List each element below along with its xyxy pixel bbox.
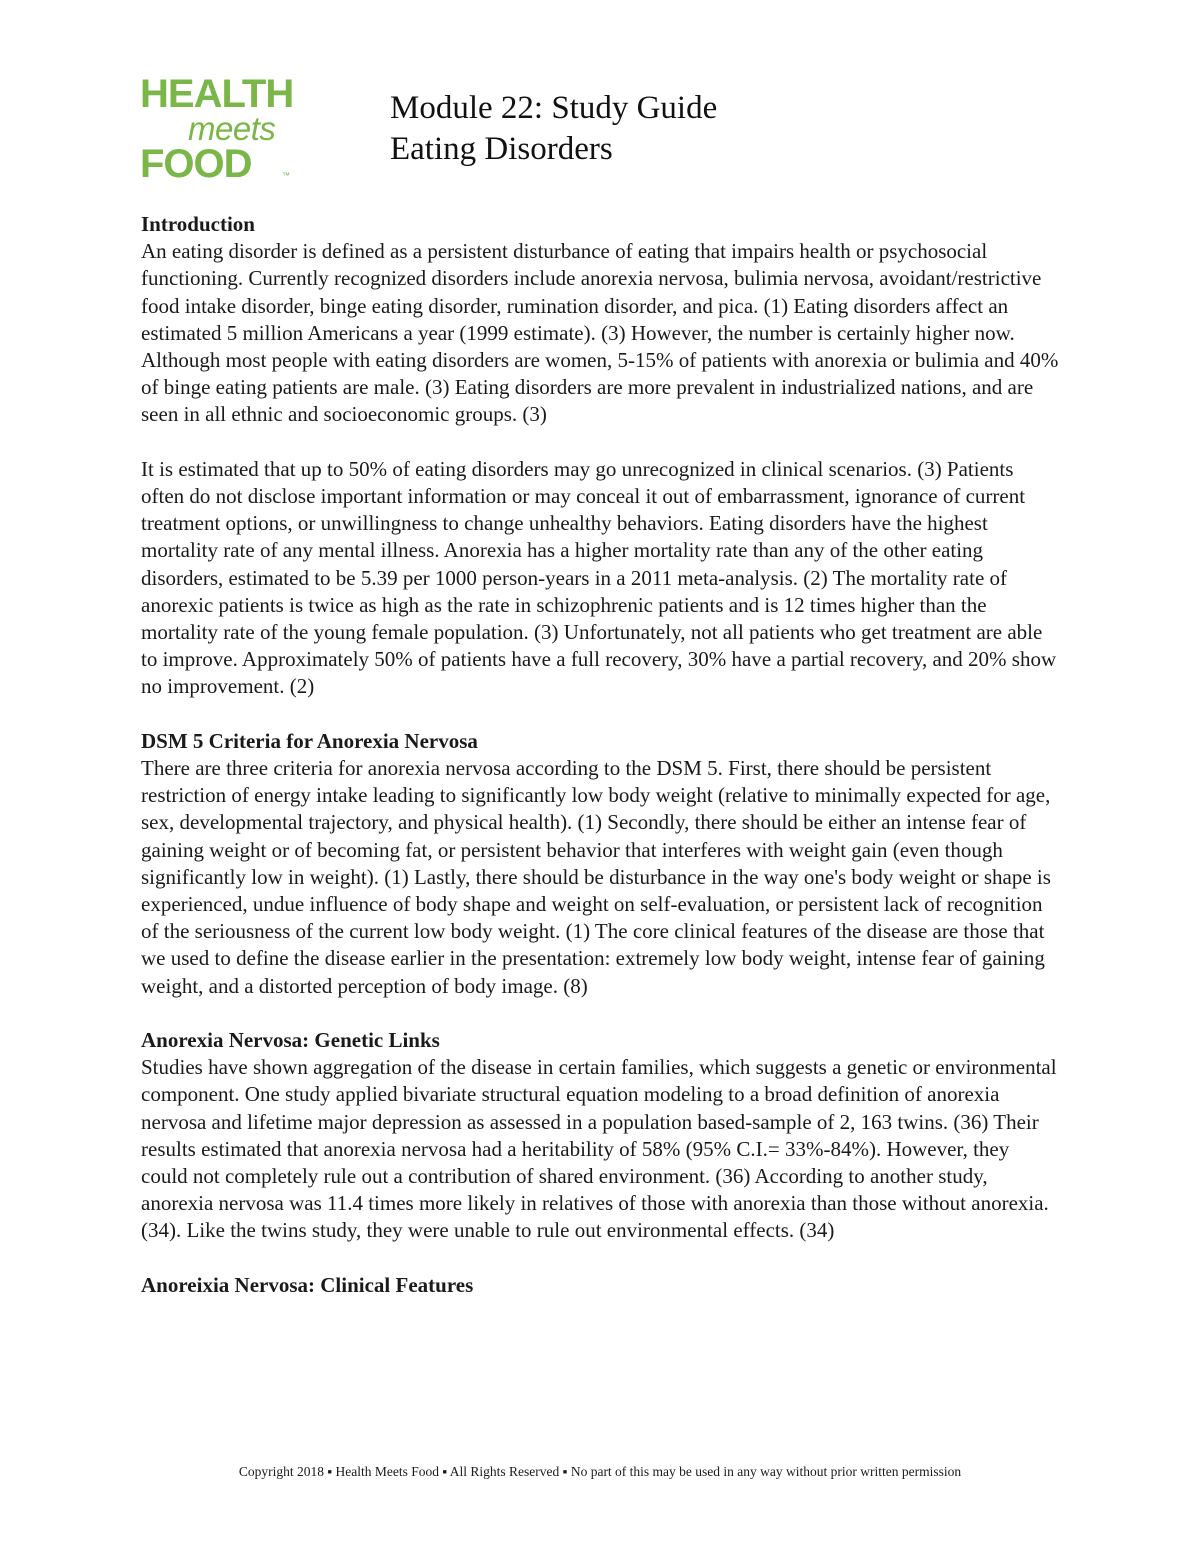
logo-trademark: ™ — [282, 171, 290, 180]
section-heading: Anoreixia Nervosa: Clinical Features — [141, 1272, 474, 1297]
section-clinical-features — [141, 1272, 1061, 1299]
logo-line-food: FOOD — [140, 142, 252, 186]
section-heading: DSM 5 Criteria for Anorexia Nervosa — [141, 728, 478, 753]
body-paragraph: It is estimated that up to 50% of eating disorders may go unrecognized in clinical scenarios. (3) Patients often do not disclose important information or may conceal it out of embarrassment, ignorance of current treatment options, or unwillingness to change unhealthy behaviors. Eating disorders have the highest mortality rate of any mental illness. Anorexia has a higher mortality rate than any of the other eating disorders, estimated to be 5.39 per 1000 person-years in a 2011 meta-analysis. (2) The mortality rate of anorexic patients is twice as high as the rate in schizophrenic patients and is 12 times higher than the mortality rate of the young female population. (3) Unfortunately, not all patients who get treatment are able to improve. Approximately 50% of patients have a full recovery, 30% have a partial recovery, and 20% show no improvement. (2) — [141, 456, 1057, 699]
logo-line-health: HEALTH — [140, 72, 294, 116]
logo-line-meets: meets — [188, 110, 276, 147]
section-heading: Introduction — [141, 212, 255, 236]
document-body — [141, 211, 1061, 1299]
health-meets-food-logo — [140, 74, 310, 184]
document-subtitle: Eating Disorders — [390, 131, 613, 167]
section-heading: Anorexia Nervosa: Genetic Links — [141, 1028, 440, 1053]
body-paragraph: There are three criteria for anorexia nervosa according to the DSM 5. First, there should be persistent restriction of energy intake leading to significantly low body weight (relative to minimally expected for age, sex, developmental trajectory, and physical health). (1) Secondly, there should be either an intense fear of gaining weight or of becoming fat, or persistent behavior that interferes with weight gain (even though significantly low in weight). (1) Lastly, there should be disturbance in the way one's body weight or shape is experienced, undue influence of body shape and weight on self-evaluation, or persistent lack of recognition of the seriousness of the current low body weight. (1) The core clinical features of the disease are those that we used to define the disease earlier in the presentation: extremely low body weight, intense fear of gaining weight, and a distorted perception of body image. (8) — [141, 756, 1051, 998]
section-genetic-links — [141, 1027, 1061, 1245]
document-title-block — [390, 88, 717, 170]
body-paragraph: Studies have shown aggregation of the disease in certain families, which suggests a genetic or environmental component. One study applied bivariate structural equation modeling to a broad definition of anorexia nervosa and lifetime major depression as assessed in a population based-sample of 2, 163 twins. (36) Their results estimated that anorexia nervosa had a heritability of 58% (95% C.I.= 33%-84%). However, they could not completely rule out a contribution of shared environment. (36) According to another study, anorexia nervosa was 11.4 times more likely in relatives of those with anorexia than those without anorexia. (34). Like the twins study, they were unable to rule out environmental effects. (34) — [141, 1055, 1057, 1243]
section-dsm5-criteria — [141, 728, 1061, 1000]
document-title: Module 22: Study Guide — [390, 90, 718, 126]
section-introduction — [141, 211, 1061, 701]
body-paragraph: An eating disorder is defined as a persistent disturbance of eating that impairs health or psychosocial functioning. Currently recognized disorders include anorexia nervosa, bulimia nervosa, avoidant/restrictive food intake disorder, binge eating disorder, rumination disorder, and pica. (1) Eating disorders affect an estimated 5 million Americans a year (1999 estimate). (3) However, the number is certainly higher now. Although most people with eating disorders are women, 5-15% of patients with anorexia or bulimia and 40% of binge eating patients are male. (3) Eating disorders are more prevalent in industrialized nations, and are seen in all ethnic and socioeconomic groups. (3) — [141, 239, 1059, 427]
copyright-footer: Copyright 2018 ▪ Health Meets Food ▪ All Rights Reserved ▪ No part of this may be used in any way without prior written permission — [238, 1464, 962, 1479]
